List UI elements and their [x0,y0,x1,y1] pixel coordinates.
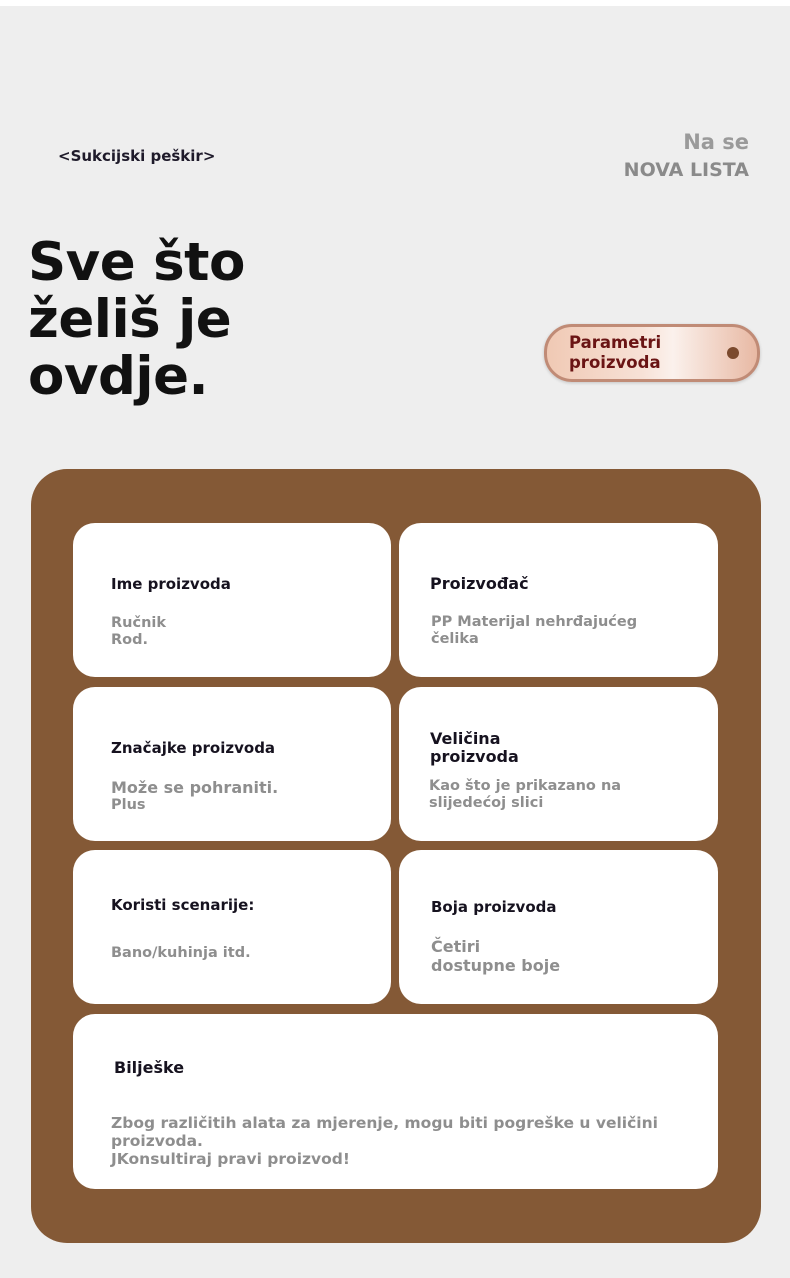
card-title: Veličina proizvoda [430,729,519,766]
card-value: Bano/kuhinja itd. [111,945,251,961]
card-value-secondary: Plus [111,797,146,813]
parameters-panel [31,469,761,1243]
card-title: Bilješke [114,1058,185,1077]
card-value: Može se pohraniti. [111,778,279,797]
headline-line-3: ovdje. [28,346,209,407]
card-title: Ime proizvoda [111,575,231,593]
product-tag: <Sukcijski peškir> [58,147,216,165]
pill-dot-icon [727,347,739,359]
new-list-line-1: Na se [683,130,749,154]
card-value: Zbog različitih alata za mjerenje, mogu biti pogreške u veličini proizvoda. JKonsultiraj pravi proizvod! [111,1114,658,1168]
card-usage-scenarios [73,850,391,1004]
card-title: Proizvođač [430,574,529,593]
page-headline [28,234,245,405]
card-value: Kao što je prikazano na slijedećoj slici [429,778,622,811]
card-product-color [399,850,718,1004]
card-title: Boja proizvoda [431,898,557,916]
card-value: Ručnik Rod. [111,615,167,648]
card-product-name [73,523,391,677]
card-product-size [399,687,718,841]
page-background [0,6,790,1278]
headline-line-1: Sve što [28,232,245,293]
new-list-label [624,128,749,184]
new-list-line-2: NOVA LISTA [623,159,749,181]
product-parameters-button[interactable] [544,324,760,382]
card-value: PP Materijal nehrđajućeg čelika [431,614,638,647]
card-notes [73,1014,718,1189]
card-title: Značajke proizvoda [111,739,276,757]
card-value: Četiri dostupne boje [431,937,561,975]
card-manufacturer [399,523,718,677]
headline-line-2: želiš je [28,289,232,350]
product-parameters-label: Parametri proizvoda [569,333,662,372]
card-product-features [73,687,391,841]
card-title: Koristi scenarije: [111,896,255,914]
